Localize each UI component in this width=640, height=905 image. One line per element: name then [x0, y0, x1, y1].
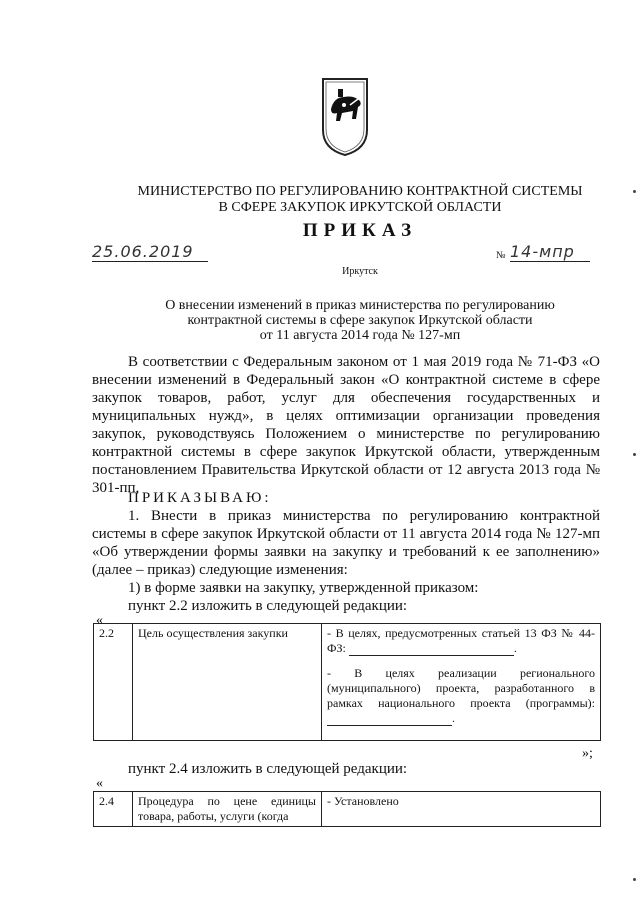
point-2-4-intro: пункт 2.4 изложить в следующей редакции:: [128, 761, 408, 777]
coat-of-arms-emblem: [320, 75, 370, 157]
scan-speck: [633, 190, 636, 193]
row-name: Процедура по цене единицы товара, работы, услуги (когда: [133, 792, 322, 827]
fill-blank-2: [327, 725, 452, 726]
number-handwritten: 14-мпр: [510, 242, 590, 262]
row-name: Цель осуществления закупки: [133, 624, 322, 741]
value-text-1: - В целях, предусмотренных статьей 13 ФЗ № 44-ФЗ:: [327, 626, 595, 655]
preamble-paragraph: В соответствии с Федеральным законом от 1 мая 2019 года № 71-ФЗ «О внесении изменений в Федеральный закон «О контрактной системе в сфере закупок товаров, работ, услуг для обеспечения государственных и муниципальных нужд», в целях оптимизации организации проведения закупок, руководствуясь Положением о министерстве по регулированию контрактной системы в сфере закупок Иркутской области, утвержденным постановлением Правительства Иркутской области от 12 августа 2013 года № 301-пп,: [92, 354, 600, 496]
row-number: 2.2: [94, 624, 133, 741]
value-paragraph-2: [327, 666, 595, 726]
order-word: ПРИКАЗЫВАЮ:: [128, 490, 272, 506]
number-label: №: [496, 250, 506, 261]
table-row: [94, 792, 601, 827]
row-number: 2.4: [94, 792, 133, 827]
value-end-2: .: [452, 711, 455, 725]
open-quote-2: «: [96, 776, 103, 791]
table-point-2-4: [93, 791, 601, 827]
title-line1: О внесении изменений в приказ министерства по регулированию: [165, 298, 555, 313]
row-value: [322, 624, 601, 741]
scan-speck: [633, 453, 636, 456]
city: Иркутск: [342, 266, 378, 277]
close-quote-1: »;: [582, 746, 593, 761]
item-1-paragraph: 1. Внести в приказ министерства по регулированию контрактной системы в сфере закупок Иркутской области от 11 августа 2014 года № 127-мп «Об утверждении формы заявки на закупку и требований к ее заполнению» (далее – приказ) следующие изменения:: [92, 508, 600, 578]
org-name-line1: МИНИСТЕРСТВО ПО РЕГУЛИРОВАНИЮ КОНТРАКТНОЙ СИСТЕМЫ: [137, 184, 583, 199]
title-line2: контрактной системы в сфере закупок Иркутской области: [187, 313, 533, 328]
table-row: [94, 624, 601, 741]
org-name-line2: В СФЕРЕ ЗАКУПОК ИРКУТСКОЙ ОБЛАСТИ: [218, 200, 502, 215]
date-handwritten: 25.06.2019: [92, 242, 208, 262]
fill-blank-1: [349, 655, 514, 656]
value-end-1: .: [513, 641, 517, 655]
open-quote-1: «: [96, 613, 103, 628]
subitem-1: 1) в форме заявки на закупку, утвержденной приказом:: [128, 580, 479, 596]
scan-speck: [633, 878, 636, 881]
value-paragraph-1: [327, 626, 595, 656]
title-line3: от 11 августа 2014 года № 127-мп: [259, 328, 461, 343]
row-value: - Установлено: [322, 792, 601, 827]
value-text-2: - В целях реализации регионального (муниципального) проекта, разработанного в рамках национального проекта (программы):: [327, 666, 595, 710]
table-point-2-2: [93, 623, 601, 741]
document-type: ПРИКАЗ: [302, 220, 418, 241]
point-2-2-intro: пункт 2.2 изложить в следующей редакции:: [128, 598, 408, 614]
